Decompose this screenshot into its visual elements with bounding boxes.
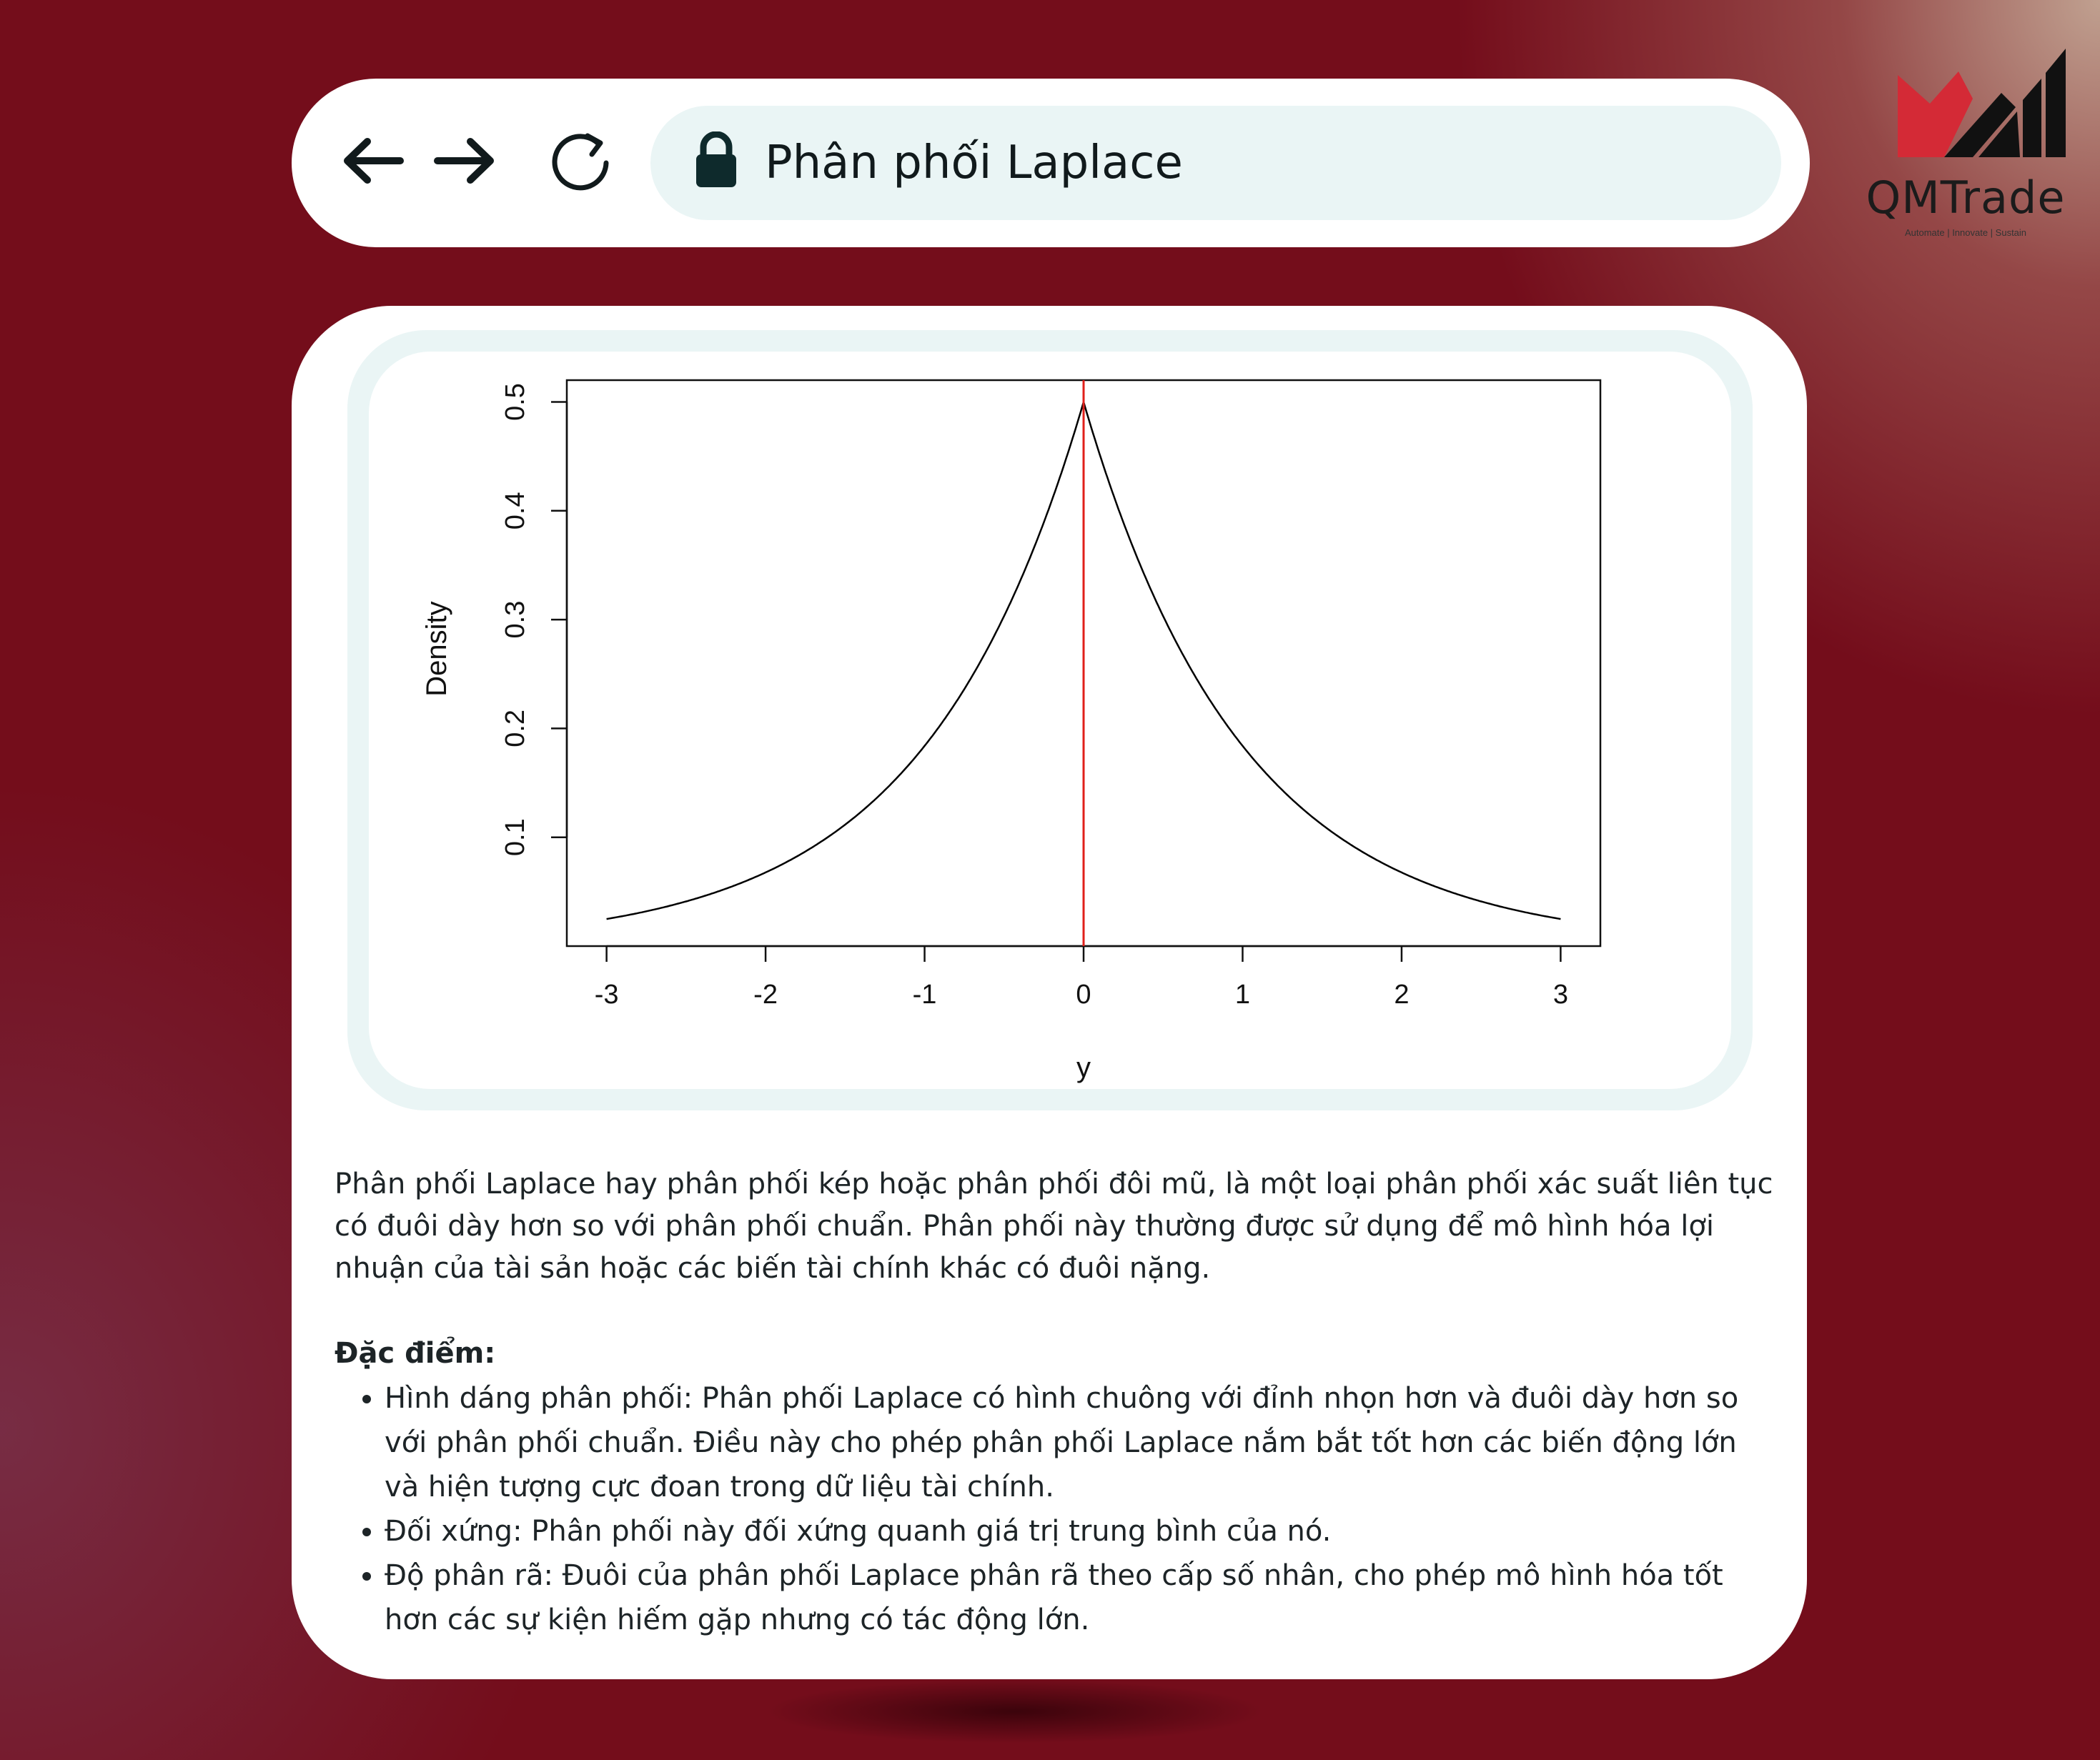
logo-mark [1858, 43, 2073, 171]
description [335, 1163, 1778, 1642]
arrow-left-icon[interactable] [335, 121, 413, 200]
features-list [335, 1376, 1778, 1642]
logo-tagline: Automate | Innovate | Sustain [1904, 227, 2027, 238]
url-field[interactable] [650, 106, 1781, 220]
address-bar [292, 79, 1810, 247]
y-tick-label: 0.3 [500, 600, 530, 639]
y-tick-label: 0.5 [500, 383, 530, 421]
y-tick-label: 0.2 [500, 709, 530, 747]
qmtrade-logo [1858, 43, 2073, 250]
lock-icon [693, 131, 739, 189]
chart-frame [347, 330, 1753, 1110]
arrow-right-icon[interactable] [425, 121, 503, 200]
x-tick-label: 0 [1076, 980, 1091, 1010]
x-tick-label: -3 [594, 980, 619, 1010]
x-axis-label: y [1076, 1052, 1091, 1083]
feature-symmetry: • Đối xứng: Phân phối này đối xứng quanh giá trị trung bình của nó. [385, 1509, 1778, 1553]
feature-decay: • Độ phân rã: Đuôi của phân phối Laplace phân rã theo cấp số nhân, cho phép mô hình hóa tốt hơn các sự kiện hiếm gặp nhưng có tác động lớn. [385, 1553, 1778, 1642]
laplace-density-chart [369, 352, 1731, 1089]
chart-panel [369, 352, 1731, 1089]
x-tick-label: -1 [912, 980, 937, 1010]
x-tick-label: 2 [1394, 980, 1410, 1010]
content-card [292, 306, 1807, 1679]
intro-paragraph: Phân phối Laplace hay phân phối kép hoặc phân phối đôi mũ, là một loại phân phối xác suất liên tục có đuôi dày hơn so với phân phối chuẩn. Phân phối này thường được sử dụng để mô hình hóa lợi nhuận của tài sản hoặc các biến tài chính khác có đuôi nặng. [335, 1168, 1773, 1285]
y-tick-label: 0.4 [500, 492, 530, 530]
logo-name: QMTrade [1866, 171, 2066, 224]
x-tick-label: -2 [753, 980, 778, 1010]
reload-icon[interactable] [540, 121, 619, 200]
page-title: Phân phối Laplace [765, 136, 1183, 189]
feature-shape: • Hình dáng phân phối: Phân phối Laplace có hình chuông với đỉnh nhọn hơn và đuôi dày hơn so với phân phối chuẩn. Điều này cho phép phân phối Laplace nắm bắt tốt hơn các biến động lớn và hiện tượng cực đoan trong dữ liệu tài chính. [385, 1376, 1778, 1509]
card-shadow [765, 1679, 1265, 1744]
features-heading: Đặc điểm: [335, 1337, 496, 1370]
y-tick-label: 0.1 [500, 818, 530, 857]
y-axis-label: Density [421, 601, 452, 697]
x-tick-label: 3 [1552, 980, 1568, 1010]
x-tick-label: 1 [1234, 980, 1251, 1010]
